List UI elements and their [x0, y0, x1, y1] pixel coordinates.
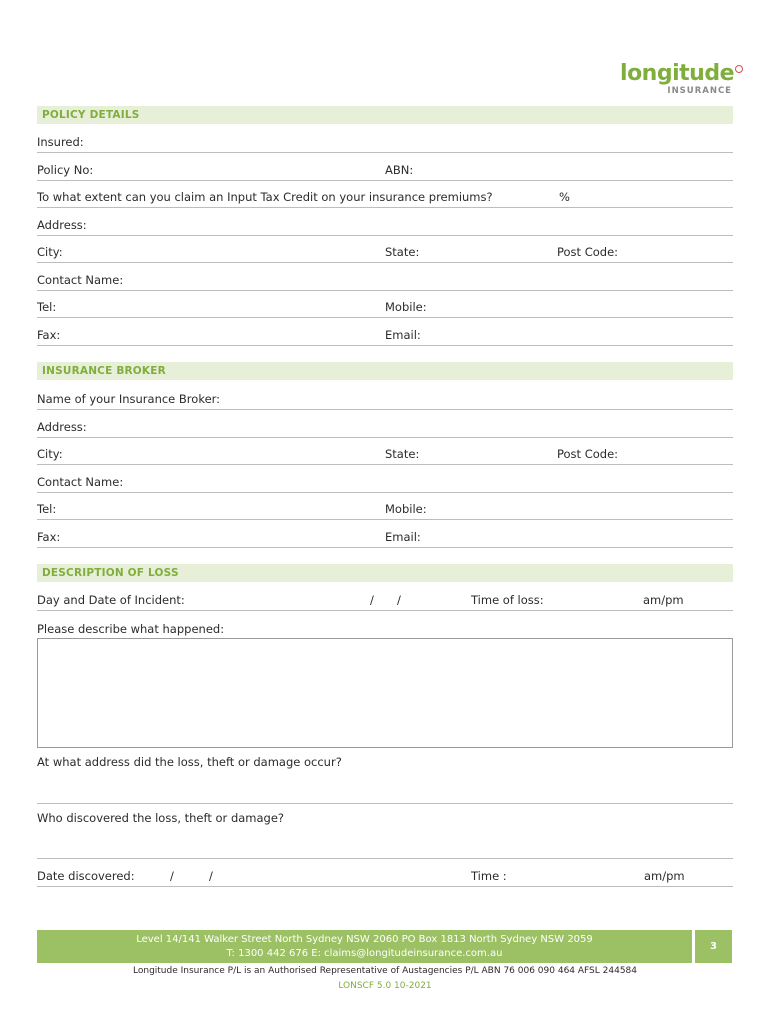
email-label: Email: — [385, 530, 421, 544]
representative-notice: Longitude Insurance P/L is an Authorised Representative of Austagencies P/L ABN 76 006 090 464 AFSL 244584 — [133, 966, 637, 976]
mobile-label: Mobile: — [385, 502, 427, 516]
row-broker-city[interactable] — [37, 444, 733, 465]
insured-label: Insured: — [37, 135, 84, 149]
row-incident-date[interactable] — [37, 590, 733, 611]
row-policy-no[interactable] — [37, 160, 733, 181]
section-policy-details — [37, 106, 733, 124]
itc-question-label: To what extent can you claim an Input Tax Credit on your insurance premiums? — [37, 190, 493, 204]
state-label: State: — [385, 447, 420, 461]
mobile-label: Mobile: — [385, 300, 427, 314]
row-tel[interactable] — [37, 297, 733, 318]
percent-label: % — [559, 190, 570, 204]
row-fax[interactable] — [37, 325, 733, 346]
describe-label: Please describe what happened: — [37, 622, 225, 636]
row-address[interactable] — [37, 215, 733, 236]
section-title: POLICY DETAILS — [42, 109, 140, 121]
logo-subtitle: INSURANCE — [667, 86, 732, 96]
time-label: Time : — [471, 869, 507, 883]
section-insurance-broker — [37, 362, 733, 380]
fax-label: Fax: — [37, 328, 61, 342]
incident-date-label: Day and Date of Incident: — [37, 593, 185, 607]
post-code-label: Post Code: — [557, 245, 619, 259]
time-of-loss-label: Time of loss: — [471, 593, 544, 607]
contact-name-label: Contact Name: — [37, 475, 124, 489]
footer-contact: T: 1300 442 676 E: claims@longitudeinsurance.com.au — [226, 948, 503, 959]
row-who-discovered-answer[interactable] — [37, 838, 733, 859]
row-broker-fax[interactable] — [37, 527, 733, 548]
page-number: 3 — [695, 930, 732, 963]
row-insured[interactable] — [37, 132, 733, 153]
longitude-logo — [620, 62, 734, 96]
who-discovered-question: Who discovered the loss, theft or damage? — [37, 811, 285, 825]
footer-contact-bar — [37, 930, 692, 963]
ampm-label: am/pm — [643, 593, 684, 607]
loss-address-question: At what address did the loss, theft or damage occur? — [37, 755, 342, 769]
policy-no-label: Policy No: — [37, 163, 94, 177]
row-broker-address[interactable] — [37, 417, 733, 438]
contact-name-label: Contact Name: — [37, 273, 124, 287]
address-label: Address: — [37, 218, 87, 232]
tel-label: Tel: — [37, 300, 57, 314]
date-slash: / — [397, 593, 401, 607]
row-broker-contact-name[interactable] — [37, 472, 733, 493]
row-city[interactable] — [37, 242, 733, 263]
row-date-discovered[interactable] — [37, 866, 733, 887]
row-broker-name[interactable] — [37, 389, 733, 410]
abn-label: ABN: — [385, 163, 414, 177]
row-contact-name[interactable] — [37, 270, 733, 291]
broker-name-label: Name of your Insurance Broker: — [37, 392, 221, 406]
date-slash: / — [209, 869, 213, 883]
state-label: State: — [385, 245, 420, 259]
fax-label: Fax: — [37, 530, 61, 544]
form-code: LONSCF 5.0 10-2021 — [338, 981, 432, 991]
row-loss-address-answer[interactable] — [37, 783, 733, 804]
row-input-tax-credit[interactable] — [37, 187, 733, 208]
section-title: DESCRIPTION OF LOSS — [42, 567, 179, 579]
date-slash: / — [170, 869, 174, 883]
description-textarea[interactable] — [37, 638, 733, 748]
logo-ring-icon — [735, 65, 743, 73]
date-slash: / — [370, 593, 374, 607]
tel-label: Tel: — [37, 502, 57, 516]
post-code-label: Post Code: — [557, 447, 619, 461]
city-label: City: — [37, 447, 63, 461]
section-title: INSURANCE BROKER — [42, 365, 166, 377]
address-label: Address: — [37, 420, 87, 434]
ampm-label: am/pm — [644, 869, 685, 883]
row-broker-tel[interactable] — [37, 499, 733, 520]
email-label: Email: — [385, 328, 421, 342]
section-description-of-loss — [37, 564, 733, 582]
city-label: City: — [37, 245, 63, 259]
date-discovered-label: Date discovered: — [37, 869, 135, 883]
footer-address: Level 14/141 Walker Street North Sydney NSW 2060 PO Box 1813 North Sydney NSW 2059 — [136, 934, 593, 945]
logo-wordmark: longitude — [620, 61, 734, 86]
